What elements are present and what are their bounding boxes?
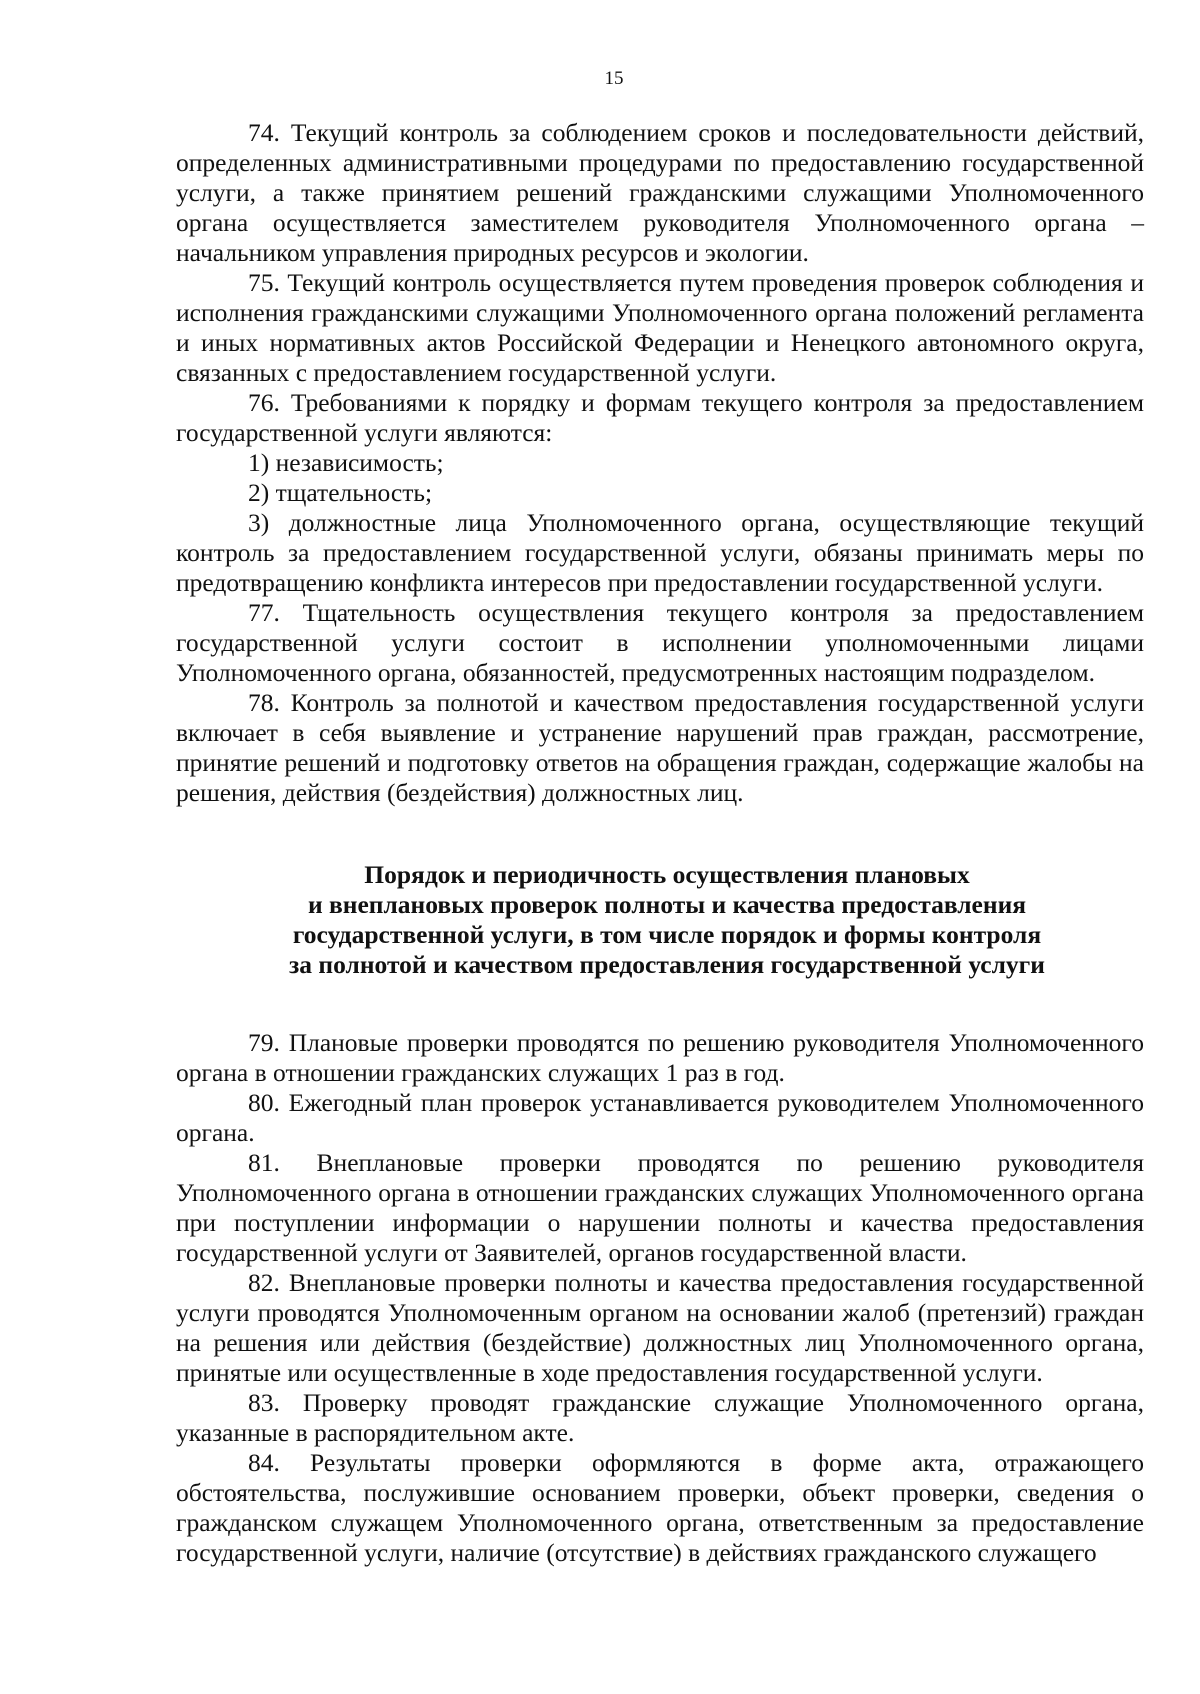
heading-line: государственной услуги, в том числе порядок и формы контроля: [292, 920, 1042, 949]
paragraph-82: 82. Внеплановые проверки полноты и качества предоставления государственной услуги проводятся Уполномоченным органом на основании жалоб (претензий) граждан на решения или действия (бездействие) должностных лиц Уполномоченного органа, принятые или осуществленные в ходе предоставления государственной услуги.: [176, 1268, 1144, 1387]
paragraph-84: 84. Результаты проверки оформляются в форме акта, отражающего обстоятельства, послужившие основанием проверки, объект проверки, сведения о гражданском служащем Уполномоченного органа, ответственным за предоставление государственной услуги, наличие (отсутствие) в действиях гражданского служащего: [176, 1448, 1144, 1567]
page-number: 15: [604, 68, 624, 89]
heading-line: и внеплановых проверок полноты и качества предоставления: [307, 890, 1027, 919]
list-item-thoroughness: 2) тщательность;: [248, 478, 433, 507]
paragraph-78: 78. Контроль за полнотой и качеством предоставления государственной услуги включает в себя выявление и устранение нарушений прав граждан, рассмотрение, принятие решений и подготовку ответов на обращения граждан, содержащие жалобы на решения, действия (бездействия) должностных лиц.: [176, 688, 1144, 807]
paragraph-75: 75. Текущий контроль осуществляется путем проведения проверок соблюдения и исполнения гражданскими служащими Уполномоченного органа положений регламента и иных нормативных актов Российской Федерации и Ненецкого автономного округа, связанных с предоставлением государственной услуги.: [176, 268, 1144, 387]
list-item-independence: 1) независимость;: [248, 448, 444, 477]
document-body: [176, 118, 1144, 1568]
paragraph-76: 76. Требованиями к порядку и формам текущего контроля за предоставлением государственной услуги являются:: [176, 388, 1144, 447]
paragraph-83: 83. Проверку проводят гражданские служащие Уполномоченного органа, указанные в распорядительном акте.: [176, 1388, 1144, 1447]
paragraph-81: 81. Внеплановые проверки проводятся по решению руководителя Уполномоченного органа в отношении гражданских служащих Уполномоченного органа при поступлении информации о нарушении полноты и качества предоставления государственной услуги от Заявителей, органов государственной власти.: [176, 1148, 1144, 1267]
paragraph-80: 80. Ежегодный план проверок устанавливается руководителем Уполномоченного органа.: [176, 1088, 1144, 1147]
list-item-officials: 3) должностные лица Уполномоченного органа, осуществляющие текущий контроль за предоставлением государственной услуги, обязаны принимать меры по предотвращению конфликта интересов при предоставлении государственной услуги.: [176, 508, 1144, 597]
paragraph-77: 77. Тщательность осуществления текущего контроля за предоставлением государственной услуги состоит в исполнении уполномоченными лицами Уполномоченного органа, обязанностей, предусмотренных настоящим подразделом.: [176, 598, 1144, 687]
heading-line: за полнотой и качеством предоставления государственной услуги: [289, 950, 1045, 979]
section-heading: [176, 860, 1144, 980]
heading-line: Порядок и периодичность осуществления плановых: [364, 860, 970, 889]
paragraph-74: 74. Текущий контроль за соблюдением сроков и последовательности действий, определенных административными процедурами по предоставлению государственной услуги, а также принятием решений гражданскими служащими Уполномоченного органа осуществляется заместителем руководителя Уполномоченного органа – начальником управления природных ресурсов и экологии.: [176, 118, 1144, 267]
paragraph-79: 79. Плановые проверки проводятся по решению руководителя Уполномоченного органа в отношении гражданских служащих 1 раз в год.: [176, 1028, 1144, 1087]
